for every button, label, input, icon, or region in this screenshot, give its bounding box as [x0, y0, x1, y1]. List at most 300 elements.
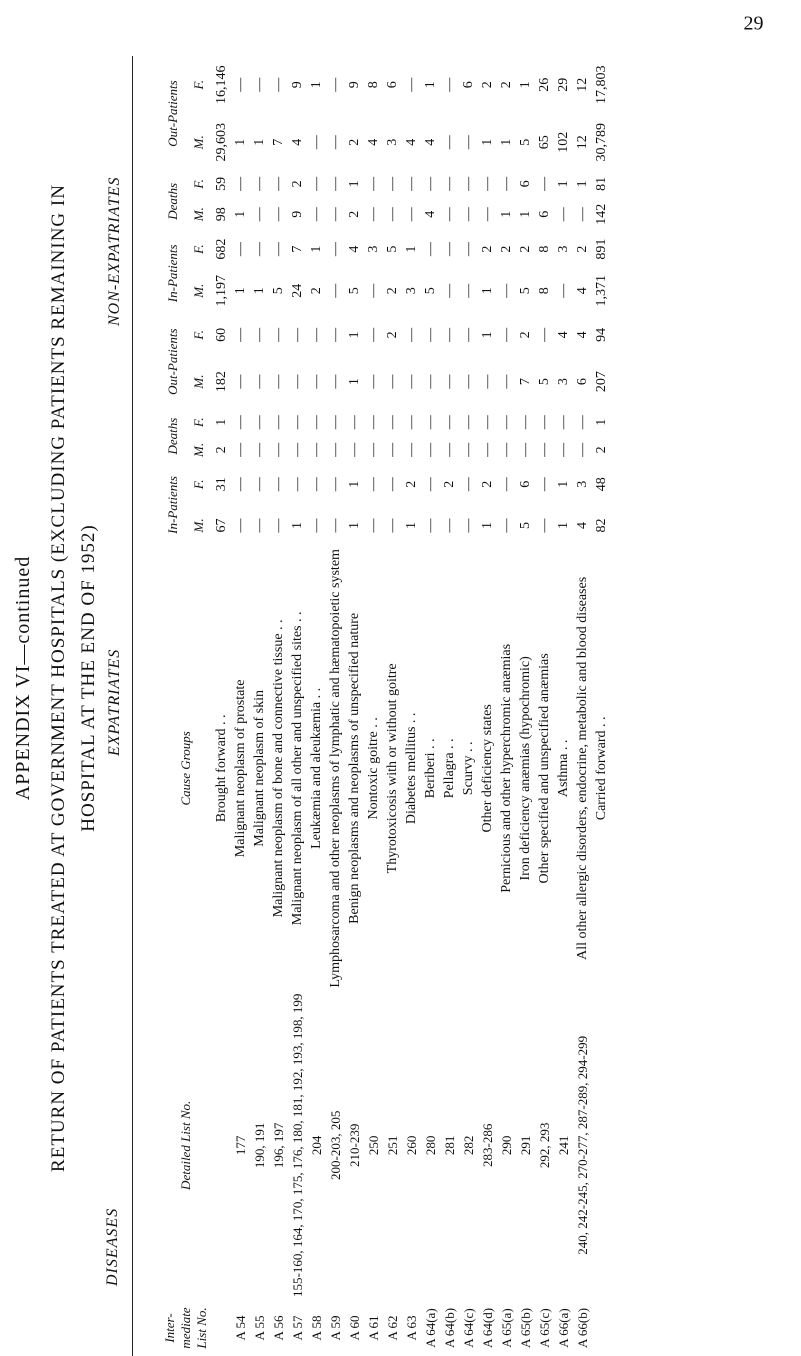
sex-f: F.: [191, 179, 206, 189]
count-cell: —: [536, 442, 552, 457]
detail-list-no: 196, 197: [270, 1122, 286, 1169]
count-cell: 6: [517, 180, 533, 188]
page-number: 29: [743, 12, 764, 35]
count-cell: —: [327, 283, 343, 298]
count-cell: 1: [232, 287, 248, 295]
header-rule: [132, 56, 133, 1356]
count-cell: 3: [555, 378, 571, 386]
inter-list-no: A 54: [232, 1315, 248, 1341]
table-row: [288, 56, 307, 1356]
inter-list-no: A 66(a): [555, 1308, 571, 1348]
count-cell: —: [365, 374, 381, 389]
count-cell: —: [289, 415, 305, 430]
count-cell: 7: [517, 378, 533, 386]
inter-list-no: [212, 1300, 231, 1356]
count-cell: 2: [498, 81, 514, 89]
cause-group: Pellagra . .: [441, 738, 457, 799]
count-cell: 1: [251, 287, 267, 295]
appendix-title: APPENDIX VI—continued: [12, 555, 34, 801]
count-cell: —: [498, 518, 514, 533]
table-row: [269, 56, 288, 1356]
detail-list-no: 204: [308, 1135, 324, 1156]
count-cell: —: [460, 518, 476, 533]
count-cell: 4: [289, 138, 305, 146]
table-row: [307, 56, 326, 1356]
count-cell: 2: [574, 245, 590, 253]
count-cell: 98: [213, 207, 229, 222]
table-row: [231, 56, 250, 1356]
count-cell: —: [308, 135, 324, 150]
count-cell: 8: [365, 81, 381, 89]
count-cell: —: [232, 374, 248, 389]
cause-group: Diabetes mellitus . .: [403, 712, 419, 825]
inter-list-no: A 64(b): [441, 1307, 457, 1349]
count-cell: 5: [517, 138, 533, 146]
count-cell: —: [384, 374, 400, 389]
cause-group: Beriberi . .: [422, 738, 438, 799]
count-cell: —: [422, 477, 438, 492]
count-cell: 1: [479, 331, 495, 339]
table-row: [421, 56, 440, 1356]
count-cell: 5: [517, 287, 533, 295]
cause-group: Other specified and unspecified anæmias: [536, 653, 552, 884]
count-cell: 8: [536, 287, 552, 295]
count-cell: 9: [346, 81, 362, 89]
count-cell: 4: [555, 331, 571, 339]
count-cell: —: [384, 415, 400, 430]
sex-m: M.: [191, 135, 206, 150]
cause-group: Malignant neoplasm of prostate: [232, 679, 248, 858]
count-cell: 9: [289, 210, 305, 218]
count-cell: 1: [346, 521, 362, 529]
count-cell: 1: [574, 180, 590, 188]
count-cell: —: [517, 415, 533, 430]
count-cell: —: [460, 176, 476, 191]
count-cell: 29,603: [213, 123, 229, 162]
count-cell: 2: [346, 138, 362, 146]
count-cell: 4: [365, 138, 381, 146]
count-cell: —: [403, 327, 419, 342]
count-cell: 7: [289, 245, 305, 253]
count-cell: 8: [536, 245, 552, 253]
count-cell: —: [327, 207, 343, 222]
count-cell: 4: [403, 138, 419, 146]
inter-list-no: A 65(b): [517, 1307, 533, 1349]
count-cell: —: [365, 518, 381, 533]
count-cell: —: [384, 207, 400, 222]
count-cell: 5: [517, 521, 533, 529]
detail-list-no: 177: [232, 1135, 248, 1156]
count-cell: 6: [460, 81, 476, 89]
count-cell: 1: [213, 418, 229, 426]
table-row: [592, 56, 611, 1356]
cause-group: Carried forward . .: [593, 716, 609, 821]
detail-list-no: 260: [403, 1135, 419, 1156]
cause-group: Nontoxic goitre . .: [365, 717, 381, 820]
count-cell: 2: [517, 245, 533, 253]
count-cell: —: [441, 327, 457, 342]
count-cell: —: [251, 518, 267, 533]
count-cell: —: [327, 77, 343, 92]
count-cell: —: [308, 327, 324, 342]
detail-list-no: 155-160, 164, 170, 175, 176, 180, 181, 192, 193, 198, 199: [289, 993, 305, 1297]
table-row: [383, 56, 402, 1356]
count-cell: —: [479, 176, 495, 191]
count-cell: —: [517, 442, 533, 457]
diseases-heading: DISEASES: [104, 1207, 121, 1286]
non-expatriates-heading: NON-EXPATRIATES: [106, 176, 123, 326]
count-cell: 67: [213, 518, 229, 533]
table-row: [345, 56, 364, 1356]
count-cell: —: [479, 415, 495, 430]
count-cell: 2: [593, 446, 609, 454]
inter-list-no: A 62: [384, 1315, 400, 1341]
cause-group: Lymphosarcoma and other neoplasms of lymphatic and hæmatopoietic system: [327, 549, 343, 988]
sex-m: M.: [191, 518, 206, 533]
inter-list-no: A 60: [346, 1315, 362, 1341]
count-cell: —: [422, 518, 438, 533]
count-cell: —: [289, 477, 305, 492]
count-cell: —: [308, 207, 324, 222]
cause-group: Pernicious and other hyperchromic anæmias: [498, 643, 514, 893]
table-row: [364, 56, 383, 1356]
count-cell: —: [422, 374, 438, 389]
count-cell: —: [308, 442, 324, 457]
count-cell: —: [232, 176, 248, 191]
sex-m: M.: [191, 207, 206, 222]
table-row: [497, 56, 516, 1356]
count-cell: 891: [593, 238, 609, 260]
sex-m: M.: [191, 442, 206, 457]
inter-list-no: A 56: [270, 1315, 286, 1341]
cause-group: All other allergic disorders, endocrine, metabolic and blood diseases: [574, 576, 590, 960]
count-cell: 24: [289, 283, 305, 298]
count-cell: —: [460, 442, 476, 457]
count-cell: 5: [422, 287, 438, 295]
exp-out-patients-header: Out-Patients: [165, 328, 180, 395]
cause-group: Iron deficiency anæmias (hypochromic): [517, 656, 533, 881]
return-title-cont: HOSPITAL AT THE END OF 1952): [78, 524, 99, 832]
count-cell: 2: [213, 446, 229, 454]
count-cell: 1: [289, 521, 305, 529]
detail-list-no: 291: [517, 1135, 533, 1156]
count-cell: 1: [308, 245, 324, 253]
count-cell: —: [365, 442, 381, 457]
count-cell: —: [498, 477, 514, 492]
inter-list-no: A 57: [289, 1315, 305, 1341]
count-cell: —: [251, 442, 267, 457]
count-cell: 2: [479, 480, 495, 488]
count-cell: 3: [555, 245, 571, 253]
inter-list-no: A 63: [403, 1315, 419, 1341]
count-cell: —: [289, 327, 305, 342]
count-cell: 81: [593, 176, 609, 191]
count-cell: 4: [346, 245, 362, 253]
cause-group: Malignant neoplasm of skin: [251, 690, 267, 847]
detail-list-no: 292, 293: [536, 1122, 552, 1169]
count-cell: —: [384, 442, 400, 457]
inter-list-no: A 64(d): [479, 1307, 495, 1349]
inter-list-no: A 61: [365, 1315, 381, 1341]
detail-list-header: Detailed List No.: [178, 1100, 193, 1190]
count-cell: 1: [232, 210, 248, 218]
count-cell: —: [460, 283, 476, 298]
count-cell: —: [251, 242, 267, 257]
count-cell: 207: [593, 371, 609, 393]
inter-list-no: A 64(a): [422, 1308, 438, 1348]
count-cell: 2: [517, 331, 533, 339]
detail-list-no: 200-203, 205: [327, 1110, 343, 1180]
count-cell: —: [327, 442, 343, 457]
count-cell: 4: [422, 210, 438, 218]
count-cell: —: [232, 415, 248, 430]
count-cell: 12: [574, 135, 590, 150]
count-cell: —: [308, 176, 324, 191]
count-cell: —: [308, 374, 324, 389]
count-cell: 1: [517, 81, 533, 89]
count-cell: —: [308, 415, 324, 430]
count-cell: —: [308, 518, 324, 533]
count-cell: 26: [536, 77, 552, 92]
count-cell: —: [460, 207, 476, 222]
exp-deaths-header: Deaths: [165, 417, 180, 455]
count-cell: —: [441, 442, 457, 457]
count-cell: —: [327, 327, 343, 342]
count-cell: 2: [308, 287, 324, 295]
sex-f: F.: [191, 330, 206, 340]
table-row: [554, 56, 573, 1356]
count-cell: —: [555, 283, 571, 298]
count-cell: 6: [574, 378, 590, 386]
count-cell: —: [270, 442, 286, 457]
count-cell: 3: [403, 287, 419, 295]
count-cell: 1: [593, 418, 609, 426]
count-cell: —: [498, 176, 514, 191]
count-cell: —: [460, 242, 476, 257]
count-cell: —: [479, 442, 495, 457]
sex-f: F.: [191, 80, 206, 90]
count-cell: —: [270, 415, 286, 430]
count-cell: —: [327, 518, 343, 533]
table-row: [250, 56, 269, 1356]
detail-list-no: 250: [365, 1135, 381, 1156]
count-cell: 182: [213, 371, 229, 393]
count-cell: 1: [232, 138, 248, 146]
count-cell: —: [384, 176, 400, 191]
count-cell: —: [536, 477, 552, 492]
inter-list-no: A 55: [251, 1315, 267, 1341]
count-cell: 1: [346, 331, 362, 339]
count-cell: —: [270, 242, 286, 257]
count-cell: —: [270, 176, 286, 191]
table-row: [478, 56, 497, 1356]
count-cell: —: [441, 242, 457, 257]
table-row: [535, 56, 554, 1356]
count-cell: 4: [574, 287, 590, 295]
count-cell: 3: [574, 480, 590, 488]
count-cell: —: [403, 77, 419, 92]
count-cell: —: [555, 415, 571, 430]
count-cell: —: [289, 374, 305, 389]
count-cell: —: [422, 327, 438, 342]
count-cell: 682: [213, 238, 229, 260]
count-cell: —: [498, 327, 514, 342]
count-cell: —: [327, 374, 343, 389]
count-cell: 1: [422, 81, 438, 89]
count-cell: —: [441, 176, 457, 191]
cause-group: Malignant neoplasm of bone and connective tissue . .: [270, 619, 286, 918]
count-cell: 2: [289, 180, 305, 188]
count-cell: —: [498, 442, 514, 457]
count-cell: 2: [403, 480, 419, 488]
count-cell: —: [251, 327, 267, 342]
detail-list-no: 281: [441, 1135, 457, 1156]
sex-m: M.: [191, 374, 206, 389]
exp-in-patients-header: In-Patients: [165, 476, 180, 534]
count-cell: 1: [555, 180, 571, 188]
count-cell: 1: [517, 210, 533, 218]
count-cell: 6: [384, 81, 400, 89]
count-cell: 142: [593, 203, 609, 225]
count-cell: —: [498, 374, 514, 389]
count-cell: 3: [365, 245, 381, 253]
count-cell: 29: [555, 77, 571, 92]
count-cell: —: [574, 415, 590, 430]
count-cell: 12: [574, 77, 590, 92]
count-cell: 1: [346, 378, 362, 386]
count-cell: —: [574, 442, 590, 457]
count-cell: —: [270, 518, 286, 533]
table-row: [440, 56, 459, 1356]
count-cell: 5: [536, 378, 552, 386]
count-cell: —: [270, 374, 286, 389]
inter-list-header: Inter-mediate List No.: [162, 1307, 209, 1349]
cause-groups-header: Cause Groups: [178, 731, 193, 806]
count-cell: —: [498, 415, 514, 430]
count-cell: —: [460, 135, 476, 150]
detail-list-no: 251: [384, 1135, 400, 1156]
count-cell: —: [327, 176, 343, 191]
cause-group: Malignant neoplasm of all other and unspecified sites . .: [289, 611, 305, 926]
count-cell: 1: [555, 480, 571, 488]
count-cell: —: [346, 442, 362, 457]
table-row: [573, 56, 592, 1356]
sex-f: F.: [191, 479, 206, 490]
inter-list-no: A 58: [308, 1315, 324, 1341]
nonexp-deaths-header: Deaths: [165, 182, 180, 220]
detail-list-no: 290: [498, 1135, 514, 1156]
count-cell: —: [460, 374, 476, 389]
count-cell: —: [270, 477, 286, 492]
count-cell: —: [403, 442, 419, 457]
count-cell: 1: [251, 138, 267, 146]
count-cell: 31: [213, 477, 229, 492]
count-cell: —: [441, 283, 457, 298]
count-cell: —: [479, 207, 495, 222]
count-cell: —: [422, 415, 438, 430]
count-cell: 5: [270, 287, 286, 295]
cause-group: Scurvy . .: [460, 741, 476, 796]
sex-m: M.: [191, 283, 206, 298]
count-cell: —: [422, 176, 438, 191]
count-cell: 16,146: [213, 65, 229, 105]
detail-list-no: 190, 191: [251, 1122, 267, 1169]
count-cell: —: [460, 415, 476, 430]
count-cell: —: [460, 327, 476, 342]
table-row: [212, 56, 231, 1356]
count-cell: —: [365, 415, 381, 430]
detail-list-no: 280: [422, 1135, 438, 1156]
count-cell: —: [251, 374, 267, 389]
count-cell: 2: [384, 287, 400, 295]
count-cell: 94: [593, 327, 609, 342]
detail-list-no: [592, 991, 611, 1300]
count-cell: —: [441, 415, 457, 430]
detail-list-no: [212, 991, 231, 1300]
count-cell: 65: [536, 135, 552, 150]
nonexp-in-patients-header: In-Patients: [165, 244, 180, 303]
cause-group: Other deficiency states: [479, 704, 495, 833]
count-cell: —: [555, 442, 571, 457]
inter-list-no: A 59: [327, 1315, 343, 1341]
count-cell: —: [441, 207, 457, 222]
count-cell: 9: [289, 81, 305, 89]
count-cell: —: [422, 242, 438, 257]
count-cell: 4: [574, 331, 590, 339]
count-cell: —: [346, 415, 362, 430]
count-cell: —: [365, 207, 381, 222]
count-cell: —: [270, 327, 286, 342]
inter-list-no: A 66(b): [574, 1307, 590, 1349]
count-cell: 2: [384, 331, 400, 339]
count-cell: —: [441, 374, 457, 389]
count-cell: —: [536, 327, 552, 342]
count-cell: —: [460, 477, 476, 492]
count-cell: 1: [498, 210, 514, 218]
count-cell: 60: [213, 327, 229, 342]
inter-list-no: A 65(a): [498, 1308, 514, 1348]
detail-list-no: 241: [555, 1135, 571, 1156]
count-cell: —: [403, 207, 419, 222]
count-cell: 102: [555, 131, 571, 153]
count-cell: —: [555, 207, 571, 222]
cause-group: Leukæmia and aleukæmia . .: [308, 687, 324, 849]
cause-group: Benign neoplasms and neoplasms of unspecified nature: [346, 612, 362, 924]
count-cell: 2: [479, 81, 495, 89]
count-cell: 4: [422, 138, 438, 146]
expatriates-heading: EXPATRIATES: [106, 648, 123, 756]
table-row: [326, 56, 345, 1356]
count-cell: —: [327, 415, 343, 430]
inter-list-no: A 65(c): [536, 1308, 552, 1348]
count-cell: —: [422, 442, 438, 457]
table-row: [516, 56, 535, 1356]
table-row: [402, 56, 421, 1356]
count-cell: —: [251, 415, 267, 430]
count-cell: 1: [479, 287, 495, 295]
nonexp-out-patients-header: Out-Patients: [165, 80, 180, 147]
count-cell: —: [479, 374, 495, 389]
count-cell: —: [536, 176, 552, 191]
count-cell: —: [441, 135, 457, 150]
count-cell: —: [232, 518, 248, 533]
table-row: [459, 56, 478, 1356]
cause-group: Brought forward . .: [213, 714, 229, 823]
count-cell: —: [270, 77, 286, 92]
count-cell: —: [365, 327, 381, 342]
count-cell: 1: [403, 245, 419, 253]
count-cell: —: [498, 283, 514, 298]
